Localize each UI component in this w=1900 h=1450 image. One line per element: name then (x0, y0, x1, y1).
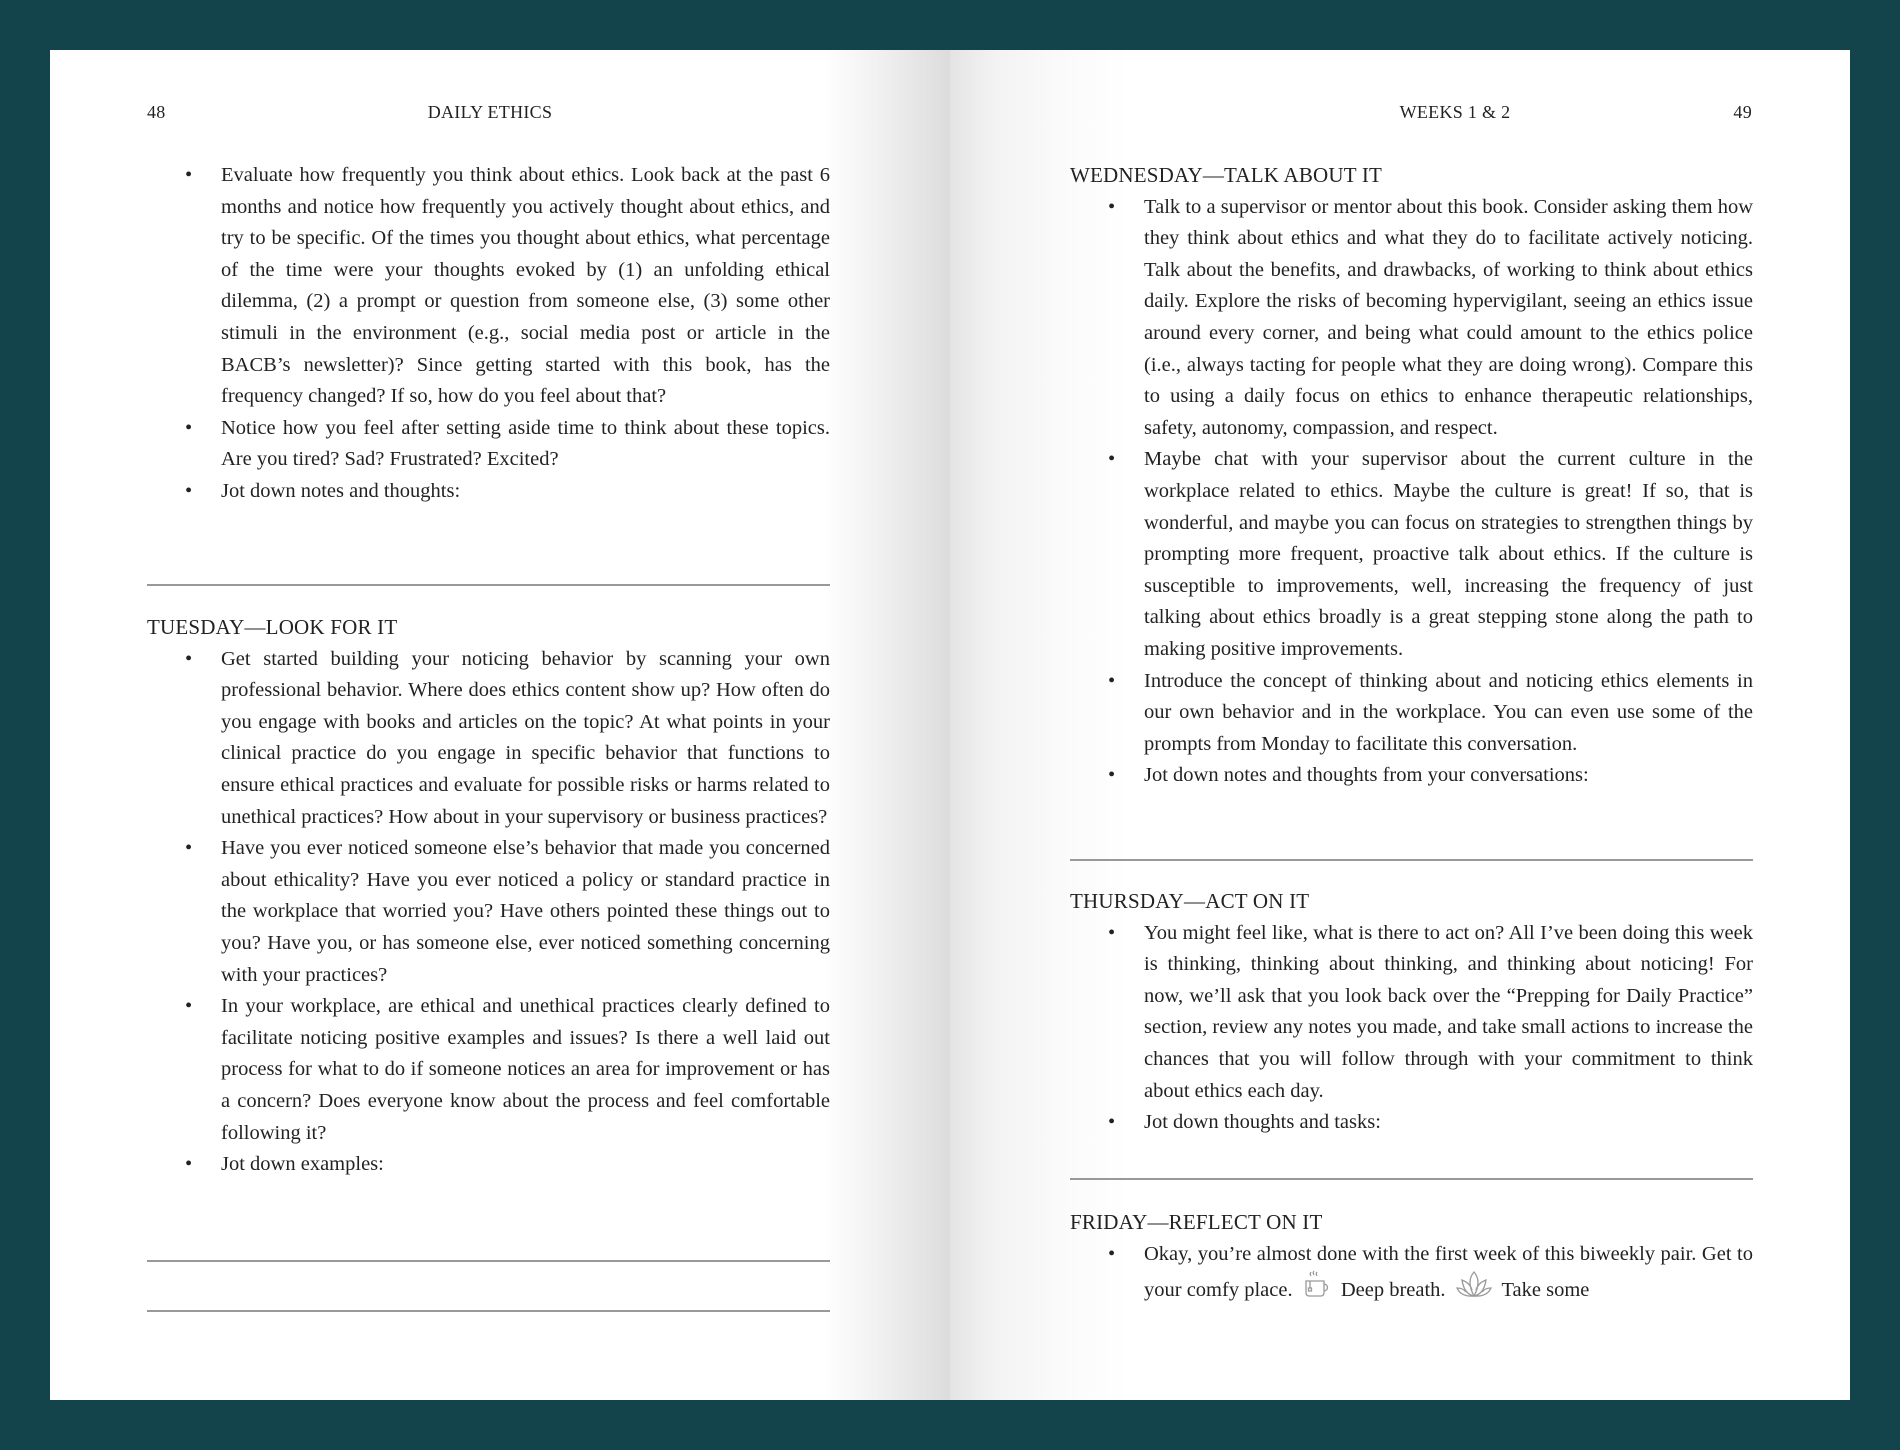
list-item: • Okay, you’re almost done with the first week of this biweekly pair. Get to your comfy place. Deep breath. Take some (1108, 1242, 1753, 1302)
note-line (1070, 859, 1753, 861)
list-item: • Notice how you feel after setting aside time to think about these topics. Are you tired? Sad? Frustrated? Excited? (185, 416, 830, 471)
list-item: • Get started building your noticing behavior by scanning your own professional behavior. Where does ethics content show up? How often do you engage with books and articles on the topic? At what points in your clinical practice do you engage in specific behavior that functions to ensure ethical practices and evaluate for possible risks or harms related to unethical practices? How about in your supervisory or business practices? (185, 647, 830, 828)
left-page (50, 50, 950, 1400)
list-item: • You might feel like, what is there to act on? All I’ve been doing this week is thinking, thinking about thinking, and thinking about noticing! For now, we’ll ask that you look back over the “Prepping for Daily Practice” section, review any notes you made, and take small actions to increase the chances that you will follow through with your commitment to think about ethics each day. (1108, 921, 1753, 1102)
page-number: 48 (147, 102, 166, 122)
page-number: 49 (1733, 102, 1752, 122)
list-item: • Jot down notes and thoughts from your conversations: (1108, 764, 1589, 787)
tuesday-section (147, 612, 830, 1181)
note-line (147, 1260, 830, 1262)
list-item: • Jot down notes and thoughts: (185, 479, 461, 502)
section-heading: TUESDAY—LOOK FOR IT (147, 615, 398, 639)
tea-cup-icon (1302, 1270, 1332, 1300)
wednesday-section (1070, 160, 1753, 792)
list-item: • In your workplace, are ethical and unethical practices clearly defined to facilitate noticing positive examples and issues? Is there a well laid out process for what to do if someone notices an area for improvement or has a concern? Does everyone know about the process and feel comfortable following it? (185, 995, 830, 1144)
section-heading: THURSDAY—ACT ON IT (1070, 889, 1310, 913)
note-line (147, 1310, 830, 1312)
running-head: WEEKS 1 & 2 (1399, 102, 1511, 122)
list-item: • Maybe chat with your supervisor about the current culture in the workplace related to ethics. Maybe the culture is great! If so, that is wonderful, and maybe you can focus on strategies to strengthen things by prompting more frequent, proactive talk about ethics. If the culture is susceptible to improvements, well, increasing the frequency of just talking about ethics broadly is a great stepping stone along the path to making positive improvements. (1108, 448, 1753, 660)
right-page (950, 50, 1850, 1400)
thursday-section (1070, 886, 1753, 1139)
list-item: • Talk to a supervisor or mentor about this book. Consider asking them how they think about ethics and what they do to facilitate actively noticing. Talk about the benefits, and drawbacks, of working to think about ethics daily. Explore the risks of becoming hypervigilant, seeing an ethics issue around every corner, and being what could amount to the ethics police (i.e., always tacting for people what they are doing wrong). Compare this to using a daily focus on ethics to enhance therapeutic relationships, safety, autonomy, compassion, and respect. (1108, 195, 1753, 439)
note-line (147, 584, 830, 586)
section-heading: FRIDAY—REFLECT ON IT (1070, 1210, 1323, 1234)
list-item: • Evaluate how frequently you think about ethics. Look back at the past 6 months and notice how frequently you actively thought about ethics, and try to be specific. Of the times you thought about ethics, what percentage of the time were your thoughts evoked by (1) an unfolding ethical dilemma, (2) a prompt or question from someone else, (3) some other stimuli in the environment (e.g., social media post or article in the BACB’s newsletter)? Since getting started with this book, has the frequency changed? If so, how do you feel about that? (185, 164, 830, 408)
list-item: • Jot down examples: (185, 1153, 384, 1176)
list-item: • Introduce the concept of thinking about and noticing ethics elements in our own behavior and in the workplace. You can even use some of the prompts from Monday to facilitate this conversation. (1108, 669, 1753, 755)
lotus-icon (1455, 1270, 1493, 1300)
list-item: • Jot down thoughts and tasks: (1108, 1111, 1381, 1134)
section-heading: WEDNESDAY—TALK ABOUT IT (1070, 163, 1383, 187)
intro-section (147, 160, 830, 508)
note-line (1070, 1178, 1753, 1180)
friday-section (1070, 1207, 1753, 1307)
list-item: • Have you ever noticed someone else’s behavior that made you concerned about ethicality? Have you ever noticed a policy or standard practice in the workplace that worried you? Have others pointed these things out to you? Have you, or has someone else, ever noticed something concerning with your practices? (185, 837, 830, 986)
running-head: DAILY ETHICS (427, 102, 553, 122)
